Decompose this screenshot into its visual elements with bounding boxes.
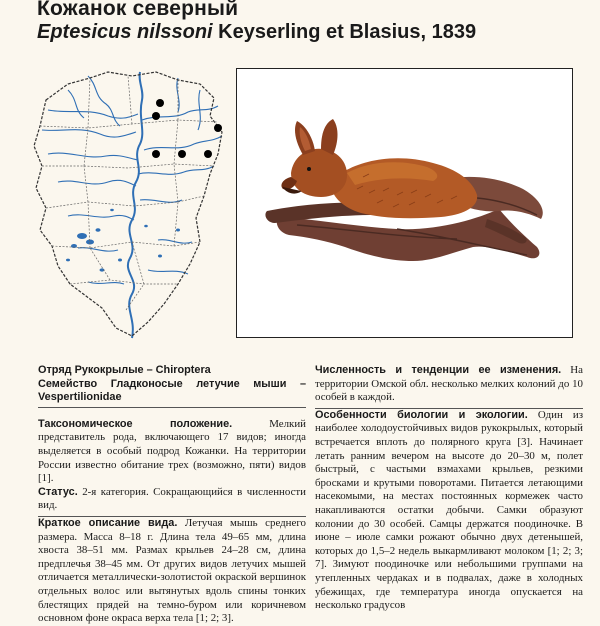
- record-dot: [156, 99, 164, 107]
- bat-drawing: [237, 69, 571, 336]
- taxonomy-text: Мелкий представитель рода, включающего 17 видов; иногда выделяется в особый подрод Кожанки. На территории России известно обитание трех (возможно, пяти) видов [1].: [38, 418, 306, 484]
- distribution-map: [28, 70, 228, 340]
- species-illustration: [236, 68, 573, 338]
- main-river: [128, 72, 143, 338]
- record-dot: [214, 124, 222, 132]
- text-column-left: [38, 364, 306, 626]
- record-dot: [204, 150, 212, 158]
- region-map-svg: [28, 70, 228, 340]
- latin-binomial: Eptesicus nilssoni: [37, 21, 213, 43]
- text-column-right: [315, 364, 583, 613]
- latin-author: Keyserling et Blasius, 1839: [213, 21, 476, 43]
- numbers-text: На территории Омской обл. несколько мелких колоний до 10 особей в каждой.: [315, 364, 583, 403]
- description-text: Летучая мышь среднего размера. Масса 8–18 г. Длина тела 49–65 мм, длина хвоста 38–51 мм. Размах крыльев 24–28 см, длина предплечья 38–45 мм. От других видов летучих мышей отличается металлически-золотистой окраской вершинок отдельных волос или вытянутых вдоль спины тонких блестящих прядей на темно-буром или коричневом основном фоне окраса верха тела [1; 2; 3].: [38, 517, 306, 624]
- divider: [38, 407, 306, 408]
- record-dot: [152, 112, 160, 120]
- status-paragraph: [38, 486, 306, 513]
- numbers-paragraph: [315, 364, 583, 405]
- biology-text: Один из наиболее холодоустойчивых видов рукокрылых, который встречается вплоть до полярного круга [3]. Начинает летать ранним вечером на высоте до 20–30 м, полет быстрый, с частыми взмахами крыльев, резкими бросками и крутыми поворотами. Питается летающими насекомыми, на местах постоянных кормежек часто накапливаются остатки добычи. Самки образуют колонии до 30 особей. Самцы держатся поодиночке. В июне – июле самки рожают обычно двух детенышей, которых до 1,5–2 недель выкармливают молоком [1; 2; 3; 7]. Зимуют поодиночке или небольшими группами на утепленных чердаках и в подвалах, даже в холодных убежищах, где температура иногда опускается на несколько градусов: [315, 409, 583, 611]
- numbers-heading: Численность и тенденции ее изменения.: [315, 364, 561, 376]
- status-text: 2-я категория. Сокращающийся в численности вид.: [38, 486, 306, 512]
- record-dot: [152, 150, 160, 158]
- taxonomy-paragraph: [38, 418, 306, 486]
- taxonomy-heading: Таксономическое положение.: [38, 418, 232, 430]
- description-heading: Краткое описание вида.: [38, 517, 177, 529]
- biology-heading: Особенности биологии и экологии.: [315, 409, 528, 421]
- biology-paragraph: [315, 409, 583, 613]
- description-paragraph: [38, 517, 306, 626]
- species-title-ru: Кожанок северный: [37, 0, 238, 21]
- taxon-family: Семейство Гладконосые летучие мыши – Vespertilionidae: [38, 378, 306, 405]
- species-title-latin: [37, 21, 476, 44]
- record-dot: [178, 150, 186, 158]
- taxon-order: Отряд Рукокрылые – Chiroptera: [38, 364, 306, 378]
- status-heading: Статус.: [38, 486, 78, 498]
